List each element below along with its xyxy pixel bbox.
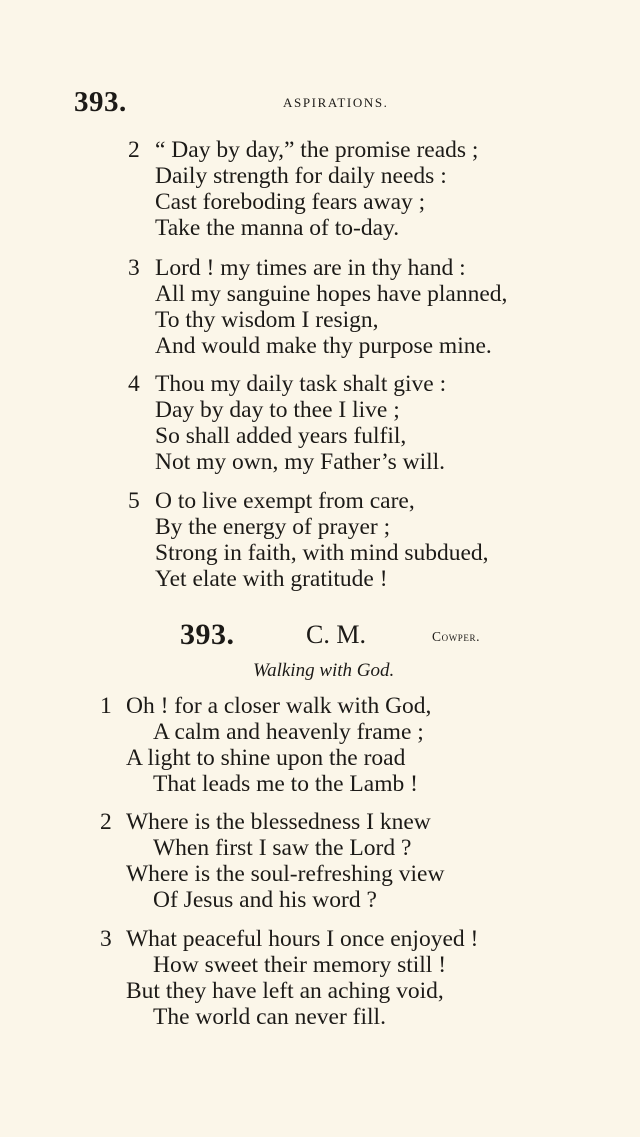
verse-line: Lord ! my times are in thy hand :: [155, 255, 466, 281]
hymn-subtitle: Walking with God.: [253, 660, 395, 681]
verse-line: Daily strength for daily needs :: [155, 163, 447, 189]
verse-line: O to live exempt from care,: [155, 488, 415, 514]
stanza-number: 3: [128, 255, 140, 281]
hymn-meter: C. M.: [306, 620, 366, 649]
verse-line: Of Jesus and his word ?: [153, 887, 377, 913]
running-head: [0, 86, 640, 116]
verse-line: By the energy of prayer ;: [155, 514, 391, 540]
running-head-title: ASPIRATIONS.: [283, 95, 389, 110]
stanza-number: 2: [100, 809, 112, 835]
verse-line: Where is the soul-refreshing view: [126, 861, 445, 887]
stanza-number: 5: [128, 488, 140, 514]
running-head-hymn-number: 393.: [74, 86, 127, 118]
verse-line: And would make thy purpose mine.: [155, 333, 492, 359]
stanza-number: 1: [100, 693, 112, 719]
verse-line: Strong in faith, with mind subdued,: [155, 540, 489, 566]
verse-line: When first I saw the Lord ?: [153, 835, 412, 861]
verse-line: Oh ! for a closer walk with God,: [126, 693, 432, 719]
verse-line: A calm and heavenly frame ;: [153, 719, 424, 745]
verse-line: Cast foreboding fears away ;: [155, 189, 426, 215]
verse-line: Thou my daily task shalt give :: [155, 371, 447, 397]
verse-line: Take the manna of to-day.: [155, 215, 400, 241]
verse-line: Yet elate with gratitude !: [155, 566, 388, 592]
verse-line: Day by day to thee I live ;: [155, 397, 400, 423]
verse-line: But they have left an aching void,: [126, 978, 444, 1004]
stanza-number: 4: [128, 371, 140, 397]
verse-line: How sweet their memory still !: [153, 952, 447, 978]
hymn-author: Cowper.: [432, 629, 481, 644]
verse-line: A light to shine upon the road: [126, 745, 406, 771]
verse-line: Not my own, my Father’s will.: [155, 449, 446, 475]
stanza-number: 2: [128, 137, 140, 163]
verse-line: All my sanguine hopes have planned,: [155, 281, 508, 307]
hymn-heading: [0, 618, 640, 658]
verse-line: To thy wisdom I resign,: [155, 307, 379, 333]
verse-line: “ Day by day,” the promise reads ;: [155, 137, 479, 163]
verse-line: The world can never fill.: [153, 1004, 386, 1030]
verse-line: Where is the blessedness I knew: [126, 809, 431, 835]
hymn-number: 393.: [180, 618, 235, 651]
verse-line: What peaceful hours I once enjoyed !: [126, 926, 479, 952]
verse-line: That leads me to the Lamb !: [153, 771, 418, 797]
stanza-number: 3: [100, 926, 112, 952]
verse-line: So shall added years fulfil,: [155, 423, 407, 449]
